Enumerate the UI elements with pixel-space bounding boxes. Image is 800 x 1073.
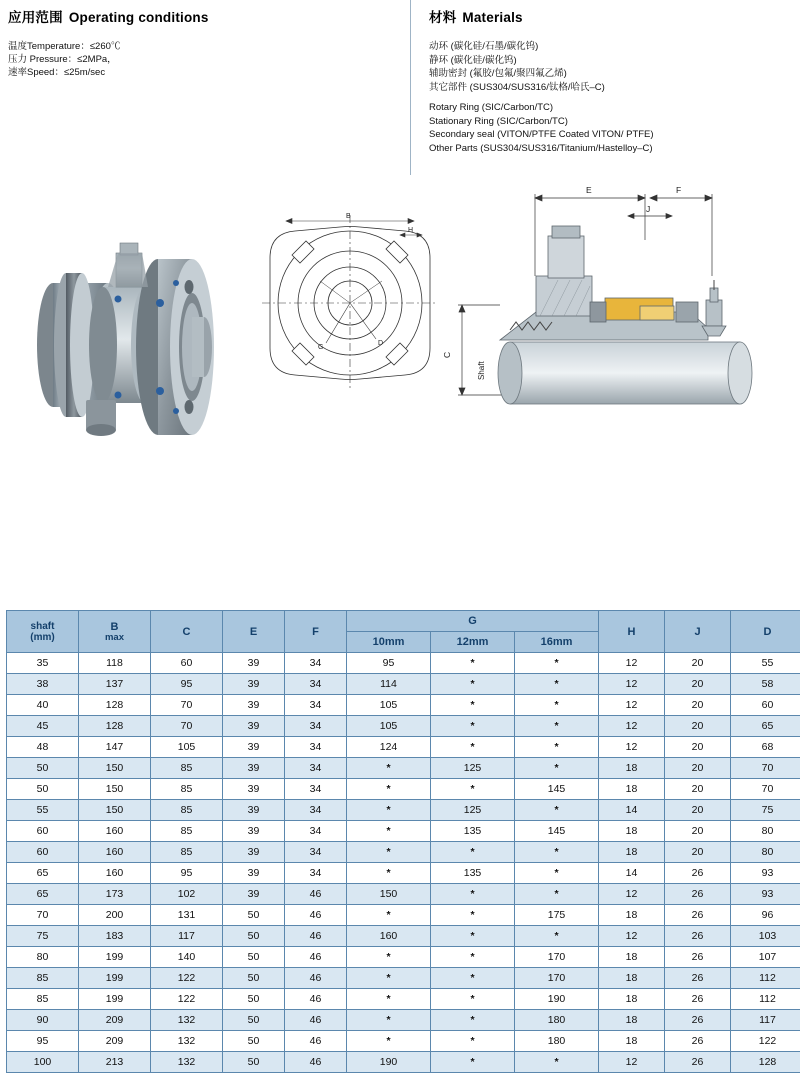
header-d: D [731, 611, 800, 653]
table-cell: 39 [223, 653, 285, 674]
table-cell: 128 [79, 716, 151, 737]
table-cell: 80 [731, 842, 800, 863]
table-cell: 107 [731, 947, 800, 968]
material-rotary-cn: 动环 (碳化硅/石墨/碳化钨) [429, 40, 792, 54]
figures-section [0, 175, 800, 575]
table-cell: 12 [599, 716, 665, 737]
table-cell: 70 [731, 779, 800, 800]
table-cell: * [431, 779, 515, 800]
front-label-G: G [318, 344, 323, 351]
materials-title [429, 6, 792, 26]
table-cell: 26 [665, 1052, 731, 1073]
table-cell: 160 [79, 821, 151, 842]
table-cell: 18 [599, 968, 665, 989]
table-cell: * [515, 884, 599, 905]
cross-label-F: F [676, 185, 681, 195]
table-cell: 147 [79, 737, 151, 758]
table-cell: 34 [285, 779, 347, 800]
table-cell: 18 [599, 989, 665, 1010]
table-cell: 70 [151, 695, 223, 716]
table-cell: * [431, 947, 515, 968]
table-cell: * [431, 695, 515, 716]
table-cell: 105 [347, 695, 431, 716]
table-cell: * [515, 716, 599, 737]
table-row [7, 1052, 800, 1073]
table-row [7, 968, 800, 989]
table-cell: 34 [285, 842, 347, 863]
table-cell: 175 [515, 905, 599, 926]
header-g-16mm: 16mm [515, 632, 599, 653]
spec-temperature: 温度Temperature：≤260℃ [8, 40, 402, 53]
table-cell: 34 [285, 674, 347, 695]
table-cell: 125 [431, 800, 515, 821]
header-f: F [285, 611, 347, 653]
table-row [7, 737, 800, 758]
seal-assembly-render [8, 195, 238, 495]
table-row [7, 653, 800, 674]
table-cell: 85 [151, 842, 223, 863]
table-cell: 46 [285, 926, 347, 947]
table-cell: * [347, 1010, 431, 1031]
table-cell: 160 [347, 926, 431, 947]
cross-section-drawing [440, 180, 790, 440]
table-cell: 105 [151, 737, 223, 758]
table-cell: * [347, 968, 431, 989]
dimensions-table [6, 610, 800, 1073]
table-cell: 12 [599, 884, 665, 905]
table-cell: 132 [151, 1010, 223, 1031]
table-cell: * [515, 1052, 599, 1073]
table-cell: 26 [665, 863, 731, 884]
table-cell: * [431, 842, 515, 863]
table-cell: 200 [79, 905, 151, 926]
materials-title-en: Materials [462, 10, 522, 25]
table-cell: 93 [731, 884, 800, 905]
table-cell: * [431, 926, 515, 947]
table-cell: 90 [7, 1010, 79, 1031]
header-shaft-unit: (mm) [7, 632, 78, 643]
table-cell: 20 [665, 674, 731, 695]
table-cell: 18 [599, 1031, 665, 1052]
table-cell: * [431, 674, 515, 695]
table-cell: 199 [79, 989, 151, 1010]
table-cell: * [347, 779, 431, 800]
table-cell: 160 [79, 842, 151, 863]
table-cell: 173 [79, 884, 151, 905]
table-cell: 209 [79, 1010, 151, 1031]
table-cell: 180 [515, 1031, 599, 1052]
header-c: C [151, 611, 223, 653]
table-cell: 38 [7, 674, 79, 695]
material-stationary-en: Stationary Ring (SIC/Carbon/TC) [429, 115, 792, 129]
table-cell: 118 [79, 653, 151, 674]
table-cell: 14 [599, 800, 665, 821]
table-row [7, 695, 800, 716]
table-row [7, 758, 800, 779]
table-cell: 190 [347, 1052, 431, 1073]
table-cell: 12 [599, 1052, 665, 1073]
table-cell: 39 [223, 779, 285, 800]
table-cell: 132 [151, 1031, 223, 1052]
table-cell: 103 [731, 926, 800, 947]
table-cell: 150 [79, 758, 151, 779]
spec-speed: 速率Speed：≤25m/sec [8, 66, 402, 79]
table-cell: 46 [285, 905, 347, 926]
table-cell: 50 [223, 905, 285, 926]
front-label-D: D [378, 340, 383, 347]
table-cell: 20 [665, 800, 731, 821]
table-cell: 50 [223, 1031, 285, 1052]
table-row [7, 779, 800, 800]
cross-label-C: C [442, 352, 452, 358]
table-cell: 12 [599, 653, 665, 674]
table-cell: 20 [665, 716, 731, 737]
table-cell: 60 [7, 821, 79, 842]
material-secondary-cn: 辅助密封 (氟胶/包氟/聚四氟乙烯) [429, 67, 792, 81]
table-cell: 131 [151, 905, 223, 926]
table-cell: 150 [347, 884, 431, 905]
table-cell: 60 [731, 695, 800, 716]
table-cell: 95 [151, 863, 223, 884]
table-cell: 39 [223, 863, 285, 884]
table-cell: 150 [79, 779, 151, 800]
dimensions-table-wrap [6, 610, 794, 1073]
table-cell: 26 [665, 947, 731, 968]
table-cell: 50 [223, 968, 285, 989]
table-cell: 68 [731, 737, 800, 758]
table-cell: 140 [151, 947, 223, 968]
table-cell: 132 [151, 1052, 223, 1073]
table-cell: 35 [7, 653, 79, 674]
front-label-B: B [346, 213, 351, 220]
table-cell: 46 [285, 884, 347, 905]
table-cell: 39 [223, 842, 285, 863]
material-stationary-cn: 静环 (碳化硅/碳化钨) [429, 54, 792, 68]
table-row [7, 716, 800, 737]
material-other-cn: 其它部件 (SUS304/SUS316/钛格/哈氏–C) [429, 81, 792, 95]
table-cell: 55 [7, 800, 79, 821]
table-cell: 12 [599, 695, 665, 716]
table-cell: 117 [731, 1010, 800, 1031]
top-info-section [0, 0, 800, 175]
table-cell: 95 [151, 674, 223, 695]
table-cell: 85 [151, 800, 223, 821]
table-cell: 46 [285, 947, 347, 968]
table-cell: 18 [599, 758, 665, 779]
front-view-drawing [250, 203, 450, 403]
table-cell: 50 [223, 926, 285, 947]
spec-pressure: 压力 Pressure：≤2MPa， [8, 53, 402, 66]
table-cell: 95 [7, 1031, 79, 1052]
material-other-en: Other Parts (SUS304/SUS316/Titanium/Hastelloy–C) [429, 142, 792, 156]
table-cell: 105 [347, 716, 431, 737]
table-cell: 20 [665, 737, 731, 758]
table-cell: * [515, 842, 599, 863]
table-cell: * [347, 989, 431, 1010]
table-cell: 34 [285, 758, 347, 779]
table-row [7, 863, 800, 884]
table-cell: 102 [151, 884, 223, 905]
table-cell: 48 [7, 737, 79, 758]
table-cell: 135 [431, 821, 515, 842]
header-j: J [665, 611, 731, 653]
dimensions-table-body [7, 653, 800, 1073]
table-cell: * [431, 905, 515, 926]
table-row [7, 1010, 800, 1031]
table-cell: 124 [347, 737, 431, 758]
table-cell: * [515, 863, 599, 884]
materials-divider [429, 94, 792, 101]
table-cell: * [347, 947, 431, 968]
table-row [7, 1031, 800, 1052]
table-cell: 170 [515, 947, 599, 968]
table-cell: 34 [285, 695, 347, 716]
table-cell: 18 [599, 1010, 665, 1031]
table-cell: 85 [151, 779, 223, 800]
table-cell: 75 [731, 800, 800, 821]
table-cell: 145 [515, 779, 599, 800]
table-cell: * [347, 800, 431, 821]
operating-title-en: Operating conditions [69, 10, 209, 25]
table-cell: 20 [665, 653, 731, 674]
table-cell: 40 [7, 695, 79, 716]
table-cell: 85 [151, 758, 223, 779]
table-cell: 128 [731, 1052, 800, 1073]
table-cell: 85 [7, 989, 79, 1010]
table-cell: * [515, 800, 599, 821]
table-cell: 50 [223, 989, 285, 1010]
table-header-row-1 [7, 611, 800, 632]
table-cell: 46 [285, 968, 347, 989]
table-cell: 39 [223, 716, 285, 737]
table-cell: 93 [731, 863, 800, 884]
table-cell: 46 [285, 1052, 347, 1073]
table-row [7, 905, 800, 926]
table-cell: 112 [731, 968, 800, 989]
table-cell: 26 [665, 884, 731, 905]
table-cell: * [431, 884, 515, 905]
table-cell: 50 [223, 947, 285, 968]
table-cell: 199 [79, 968, 151, 989]
front-label-H: H [408, 227, 413, 234]
table-row [7, 800, 800, 821]
table-cell: 85 [151, 821, 223, 842]
header-g-10mm: 10mm [347, 632, 431, 653]
table-cell: 183 [79, 926, 151, 947]
table-cell: 18 [599, 905, 665, 926]
table-cell: 20 [665, 758, 731, 779]
table-row [7, 947, 800, 968]
table-cell: * [347, 758, 431, 779]
table-cell: 199 [79, 947, 151, 968]
table-cell: 70 [731, 758, 800, 779]
table-cell: 125 [431, 758, 515, 779]
table-cell: 26 [665, 905, 731, 926]
material-secondary-en: Secondary seal (VITON/PTFE Coated VITON/ PTFE) [429, 128, 792, 142]
table-cell: 18 [599, 842, 665, 863]
header-g-12mm: 12mm [431, 632, 515, 653]
table-cell: 39 [223, 821, 285, 842]
operating-title-cn: 应用范围 [8, 10, 63, 25]
table-cell: 209 [79, 1031, 151, 1052]
material-rotary-en: Rotary Ring (SIC/Carbon/TC) [429, 101, 792, 115]
table-cell: * [515, 653, 599, 674]
table-cell: 135 [431, 863, 515, 884]
table-cell: 85 [7, 968, 79, 989]
table-cell: 20 [665, 821, 731, 842]
table-cell: * [347, 1031, 431, 1052]
table-cell: 160 [79, 863, 151, 884]
table-cell: * [515, 695, 599, 716]
table-cell: 65 [7, 863, 79, 884]
table-row [7, 821, 800, 842]
table-cell: 50 [223, 1010, 285, 1031]
operating-conditions-panel [0, 0, 410, 175]
header-shaft-label: shaft [7, 621, 78, 632]
table-cell: 39 [223, 758, 285, 779]
table-cell: 180 [515, 1010, 599, 1031]
table-cell: 137 [79, 674, 151, 695]
table-row [7, 842, 800, 863]
table-cell: 20 [665, 842, 731, 863]
table-cell: * [347, 842, 431, 863]
table-cell: 18 [599, 821, 665, 842]
table-cell: 34 [285, 737, 347, 758]
cross-label-E: E [586, 185, 592, 195]
table-cell: 80 [731, 821, 800, 842]
table-cell: 80 [7, 947, 79, 968]
header-g: G [347, 611, 599, 632]
table-cell: * [431, 1031, 515, 1052]
cross-label-J: J [646, 204, 650, 214]
table-row [7, 926, 800, 947]
table-cell: 39 [223, 674, 285, 695]
table-cell: 75 [7, 926, 79, 947]
table-cell: 18 [599, 779, 665, 800]
table-cell: 213 [79, 1052, 151, 1073]
table-cell: 70 [7, 905, 79, 926]
table-cell: 26 [665, 926, 731, 947]
header-e: E [223, 611, 285, 653]
table-cell: * [431, 1052, 515, 1073]
table-cell: * [347, 905, 431, 926]
table-cell: * [347, 821, 431, 842]
header-b [79, 611, 151, 653]
table-cell: 58 [731, 674, 800, 695]
table-cell: 170 [515, 968, 599, 989]
table-cell: 55 [731, 653, 800, 674]
table-cell: 190 [515, 989, 599, 1010]
table-cell: 50 [223, 1052, 285, 1073]
table-cell: * [431, 989, 515, 1010]
table-row [7, 884, 800, 905]
table-cell: 12 [599, 737, 665, 758]
table-cell: 39 [223, 695, 285, 716]
table-cell: 26 [665, 989, 731, 1010]
table-cell: 60 [151, 653, 223, 674]
table-cell: 34 [285, 653, 347, 674]
table-cell: * [431, 737, 515, 758]
table-cell: 95 [347, 653, 431, 674]
table-cell: * [431, 1010, 515, 1031]
table-cell: 39 [223, 737, 285, 758]
table-cell: 46 [285, 1031, 347, 1052]
table-cell: 65 [731, 716, 800, 737]
materials-title-cn: 材料 [429, 10, 456, 25]
table-cell: 60 [7, 842, 79, 863]
table-cell: * [431, 716, 515, 737]
table-cell: 50 [7, 779, 79, 800]
header-b-sub: max [79, 633, 150, 643]
table-cell: * [515, 737, 599, 758]
table-cell: 122 [151, 968, 223, 989]
header-shaft [7, 611, 79, 653]
table-cell: 46 [285, 1010, 347, 1031]
cross-label-shaft: Shaft [477, 361, 486, 380]
table-cell: 26 [665, 1010, 731, 1031]
table-cell: 26 [665, 968, 731, 989]
header-b-label: B [79, 621, 150, 633]
table-cell: * [515, 674, 599, 695]
table-row [7, 989, 800, 1010]
table-cell: 12 [599, 926, 665, 947]
operating-conditions-title [8, 6, 402, 26]
header-h: H [599, 611, 665, 653]
table-cell: * [515, 758, 599, 779]
table-cell: 39 [223, 884, 285, 905]
table-cell: 34 [285, 863, 347, 884]
table-cell: 20 [665, 779, 731, 800]
table-cell: * [431, 653, 515, 674]
table-cell: 117 [151, 926, 223, 947]
table-cell: 114 [347, 674, 431, 695]
table-cell: 14 [599, 863, 665, 884]
table-cell: 34 [285, 821, 347, 842]
table-row [7, 674, 800, 695]
materials-panel [410, 0, 800, 175]
table-cell: 145 [515, 821, 599, 842]
table-cell: 34 [285, 800, 347, 821]
table-cell: 122 [151, 989, 223, 1010]
table-cell: * [515, 926, 599, 947]
table-cell: 50 [7, 758, 79, 779]
table-cell: * [431, 968, 515, 989]
table-cell: 12 [599, 674, 665, 695]
table-cell: 150 [79, 800, 151, 821]
table-cell: 65 [7, 884, 79, 905]
table-cell: 100 [7, 1052, 79, 1073]
table-cell: 70 [151, 716, 223, 737]
table-cell: 45 [7, 716, 79, 737]
table-cell: 20 [665, 695, 731, 716]
table-cell: 39 [223, 800, 285, 821]
table-cell: 122 [731, 1031, 800, 1052]
table-cell: 96 [731, 905, 800, 926]
table-cell: * [347, 863, 431, 884]
table-cell: 112 [731, 989, 800, 1010]
table-cell: 26 [665, 1031, 731, 1052]
table-cell: 46 [285, 989, 347, 1010]
table-cell: 128 [79, 695, 151, 716]
table-cell: 34 [285, 716, 347, 737]
table-cell: 18 [599, 947, 665, 968]
